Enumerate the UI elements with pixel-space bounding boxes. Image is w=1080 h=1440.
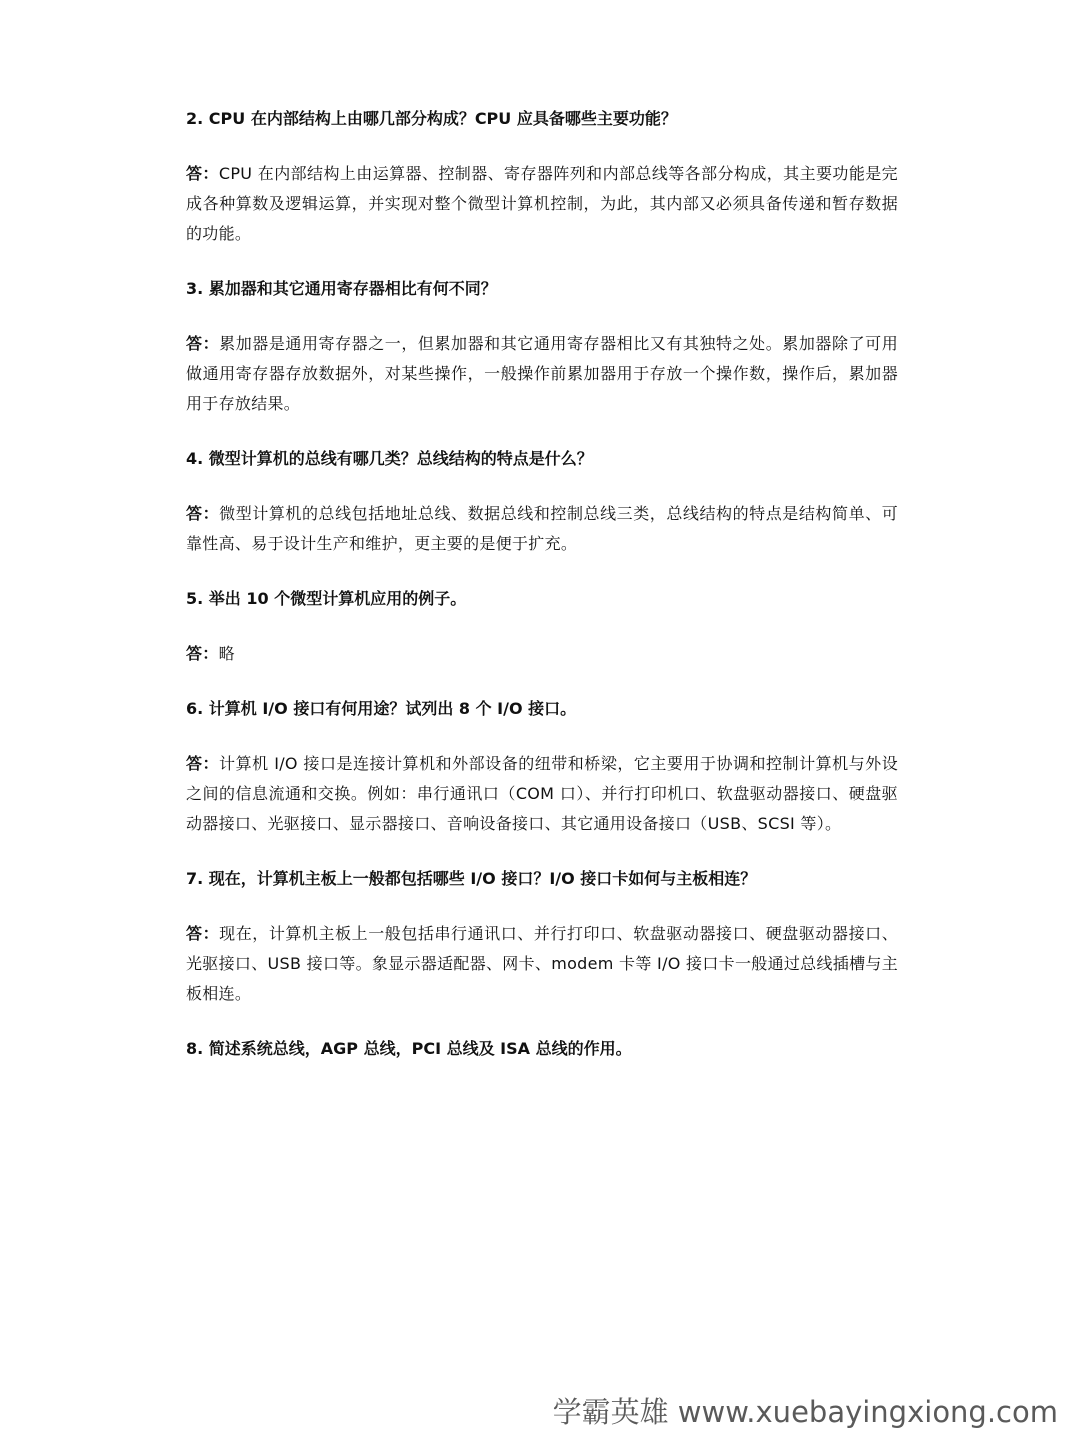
answer-label: 答： [186,164,219,183]
qa-item-7 [186,864,898,1009]
answer-label: 答： [186,504,220,523]
answer-label: 答： [186,754,220,773]
qa-item-3 [186,274,898,419]
answer-5 [186,639,898,669]
answer-3 [186,329,898,419]
question-7: 7. 现在，计算机主板上一般都包括哪些 I/O 接口？I/O 接口卡如何与主板相连？ [186,869,757,888]
answer-text: 微型计算机的总线包括地址总线、数据总线和控制总线三类，总线结构的特点是结构简单、可靠性高、易于设计生产和维护，更主要的是便于扩充。 [186,504,898,553]
answer-6 [186,749,898,839]
answer-label: 答： [186,334,220,353]
answer-text: 累加器是通用寄存器之一，但累加器和其它通用寄存器相比又有其独特之处。累加器除了可用做通用寄存器存放数据外，对某些操作，一般操作前累加器用于存放一个操作数，操作后，累加器用于存放结果。 [186,334,898,413]
qa-item-5 [186,584,898,669]
answer-2 [186,159,898,249]
question-6: 6. 计算机 I/O 接口有何用途？试列出 8 个 I/O 接口。 [186,699,577,718]
answer-label: 答： [186,644,219,663]
answer-text: 略 [218,644,235,663]
answer-label: 答： [186,924,220,943]
qa-item-4 [186,444,898,559]
answer-4 [186,499,898,559]
question-4: 4. 微型计算机的总线有哪几类？总线结构的特点是什么？ [186,449,593,468]
question-3: 3. 累加器和其它通用寄存器相比有何不同？ [186,279,497,298]
question-8: 8. 简述系统总线，AGP 总线，PCI 总线及 ISA 总线的作用。 [186,1039,632,1058]
site-watermark: 学霸英雄 www.xuebayingxiong.com [552,1395,1058,1429]
answer-text: 计算机 I/O 接口是连接计算机和外部设备的纽带和桥梁，它主要用于协调和控制计算机与外设之间的信息流通和交换。例如：串行通讯口（COM 口）、并行打印机口、软盘驱动器接口、硬盘驱动器接口、光驱接口、显示器接口、音响设备接口、其它通用设备接口（USB、SCSI 等）。 [186,754,898,833]
qa-item-8 [186,1034,898,1064]
qa-content [186,104,898,1089]
question-2: 2. CPU 在内部结构上由哪几部分构成？CPU 应具备哪些主要功能？ [186,109,677,128]
answer-7 [186,919,898,1009]
qa-item-6 [186,694,898,839]
qa-item-2 [186,104,898,249]
answer-text: 现在，计算机主板上一般包括串行通讯口、并行打印口、软盘驱动器接口、硬盘驱动器接口、光驱接口、USB 接口等。象显示器适配器、网卡、modem 卡等 I/O 接口卡一般通过总线插槽与主板相连。 [186,924,898,1003]
answer-text: CPU 在内部结构上由运算器、控制器、寄存器阵列和内部总线等各部分构成，其主要功能是完成各种算数及逻辑运算，并实现对整个微型计算机控制，为此，其内部又必须具备传递和暂存数据的功能。 [186,164,898,243]
question-5: 5. 举出 10 个微型计算机应用的例子。 [186,589,467,608]
